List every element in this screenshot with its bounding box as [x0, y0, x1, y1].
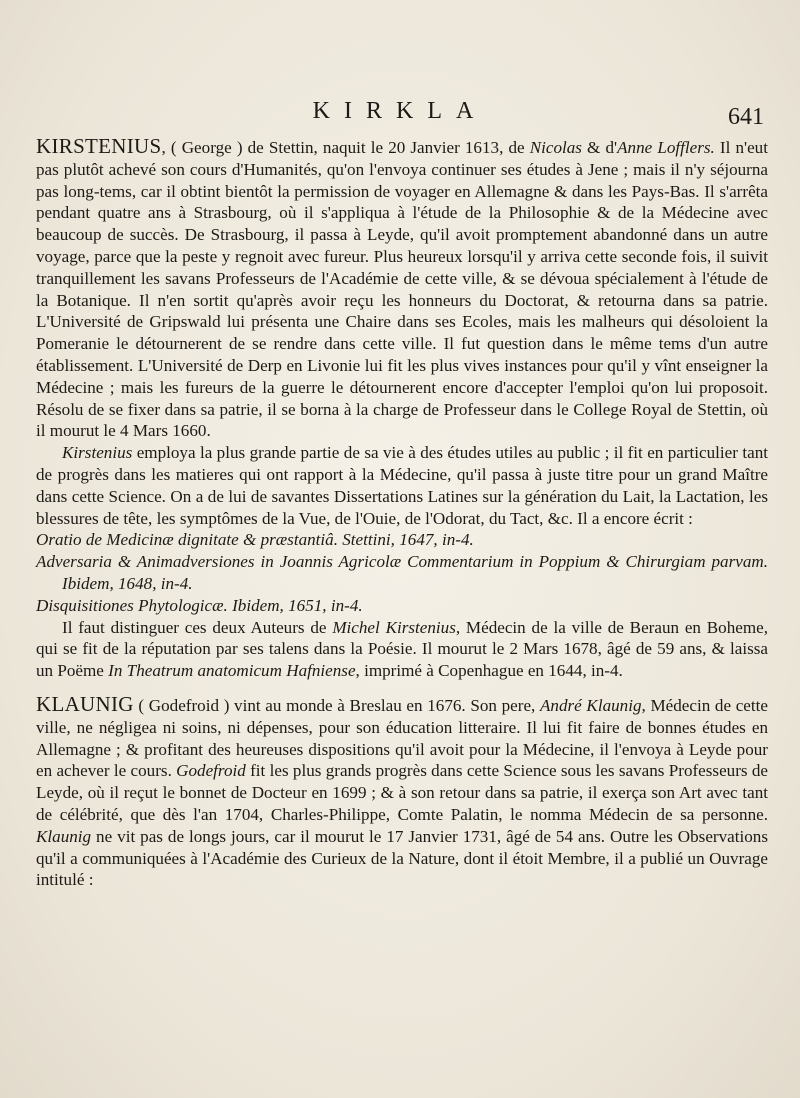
- text-run: & d': [581, 138, 618, 157]
- michel-kirstenius-paragraph: [36, 617, 768, 682]
- italic-title: In Theatrum anatomicum Hafniense: [108, 661, 356, 681]
- klaunig-entry-paragraph: [36, 691, 768, 891]
- entry-headword: KIRSTENIUS: [36, 134, 162, 158]
- entry-headword: KLAUNIG: [36, 691, 134, 716]
- italic-name: Michel Kirstenius: [332, 617, 456, 637]
- text-run: employa la plus grande partie de sa vie à des études utiles au public ; il fit en particulier tant de progrès dans les matieres qui ont rapport à la Médecine, qu'il passa à juste titre pour un grand Maître dans cette Science. On a de lui de savantes Dissertations Latines sur la génération du Lait, la Lactation, les blessures de tête, les symptômes de la Vue, de l'Ouie, de l'Odorat, du Tact, &c. Il a encore écrit :: [36, 443, 768, 528]
- text-run: , Médecin de la ville de Beraun en Boheme, qui se fit de la réputation par ses talens dans la Poésie. Il mourut le 2 Mars 1678, âgé de 59 ans, & laissa un Poëme: [36, 617, 768, 681]
- page-number: 641: [728, 104, 764, 130]
- italic-name: Anne Lofflers.: [617, 138, 715, 157]
- kirstenius-works-paragraph: [36, 442, 768, 529]
- page-header: [0, 98, 800, 132]
- italic-name: Godefroid: [176, 761, 246, 781]
- italic-name: Kirstenius: [62, 443, 133, 463]
- text-run: , Médecin de cette ville, ne négligea ni soins, ni dépenses, pour son éducation litteraire. Il lui fit faire de bonnes études en Allemagne ; & profitant des heureuses dispositions qu'il avoit pour la Médecine, il l'envoya à Leyde pour en achever le cours.: [36, 695, 768, 781]
- entry-separator: [36, 682, 768, 694]
- italic-name: Nicolas: [529, 138, 582, 157]
- text-run: , ( George ) de Stettin, naquit le 20 Janvier 1613, de: [161, 138, 530, 157]
- kirstenius-entry-paragraph: [36, 136, 768, 442]
- italic-name: André Klaunig: [539, 695, 642, 715]
- text-run: ( Godefroid ) vint au monde à Breslau en 1676. Son pere,: [133, 695, 540, 715]
- text-run: Il faut distinguer ces deux Auteurs de: [62, 617, 333, 637]
- page-body: [36, 136, 768, 891]
- text-run: ne vit pas de longs jours, car il mourut le 17 Janvier 1731, âgé de 54 ans. Outre les Observations qu'il a communiquées à l'Académie des Curieux de la Nature, dont il étoit Membre, il a publié un Ouvrage intitulé :: [36, 826, 768, 890]
- italic-name: Klaunig: [36, 826, 92, 846]
- running-head: KIRKLA: [312, 98, 488, 124]
- work-citation: Adversaria & Animadversiones in Joannis Agricolæ Commentarium in Poppium & Chirurgiam parvam. Ibidem, 1648, in-4.: [36, 552, 768, 593]
- text-run: Il n'eut pas plutôt achevé son cours d'Humanités, qu'on l'envoya continuer ses études à Jene ; mais il n'y séjourna pas long-tems, car il obtint bientôt la permission de voyager en Allemagne & dans les Pays-Bas. Il s'arrêta pendant quatre ans à Strasbourg, où il s'appliqua à l'étude de la Philosophie & de la Médecine avec beaucoup de succès. De Strasbourg, il passa à Leyde, qu'il avoit promptement abandonné dans un autre voyage, parce que la peste y regnoit avec fureur. Plus heureux lorsqu'il y arriva cette seconde fois, il suivit tranquillement les savans Professeurs de l'Académie de cette ville, & se dévoua spécialement à l'étude de la Botanique. Il n'en sortit qu'après avoir reçu les honneurs du Doctorat, & retourna dans sa patrie. L'Université de Gripswald lui présenta une Chaire dans ses Ecoles, mais les malheurs qui désoloient la Pomeranie le détournerent de se rendre dans cette ville. Il fut question dans le même tems d'un autre établissement. L'Université de Derp en Livonie lui fit les plus vives instances pour qu'il y vînt enseigner la Médecine ; mais les fureurs de la guerre le détournerent encore d'accepter l'emploi qu'on lui proposoit. Résolu de se fixer dans sa patrie, il se borna à la charge de Professeur dans le College Royal de Stettin, où il mourut le 4 Mars 1660.: [36, 138, 768, 441]
- work-citation: Oratio de Medicinæ dignitate & præstantiâ. Stettini, 1647, in-4.: [36, 530, 474, 550]
- work-citation: Disquisitiones Phytologicæ. Ibidem, 1651, in-4.: [36, 595, 363, 615]
- text-run: , imprimé à Copenhague en 1644, in-4.: [355, 661, 623, 681]
- text-run: fit les plus grands progrès dans cette Science sous les savans Professeurs de Leyde, où il reçut le bonnet de Docteur en 1699 ; & à son retour dans sa patrie, il exerça son Art avec tant de célébrité, que dès l'an 1704, Charles-Philippe, Comte Palatin, le nomma Médecin de sa personne.: [36, 761, 768, 824]
